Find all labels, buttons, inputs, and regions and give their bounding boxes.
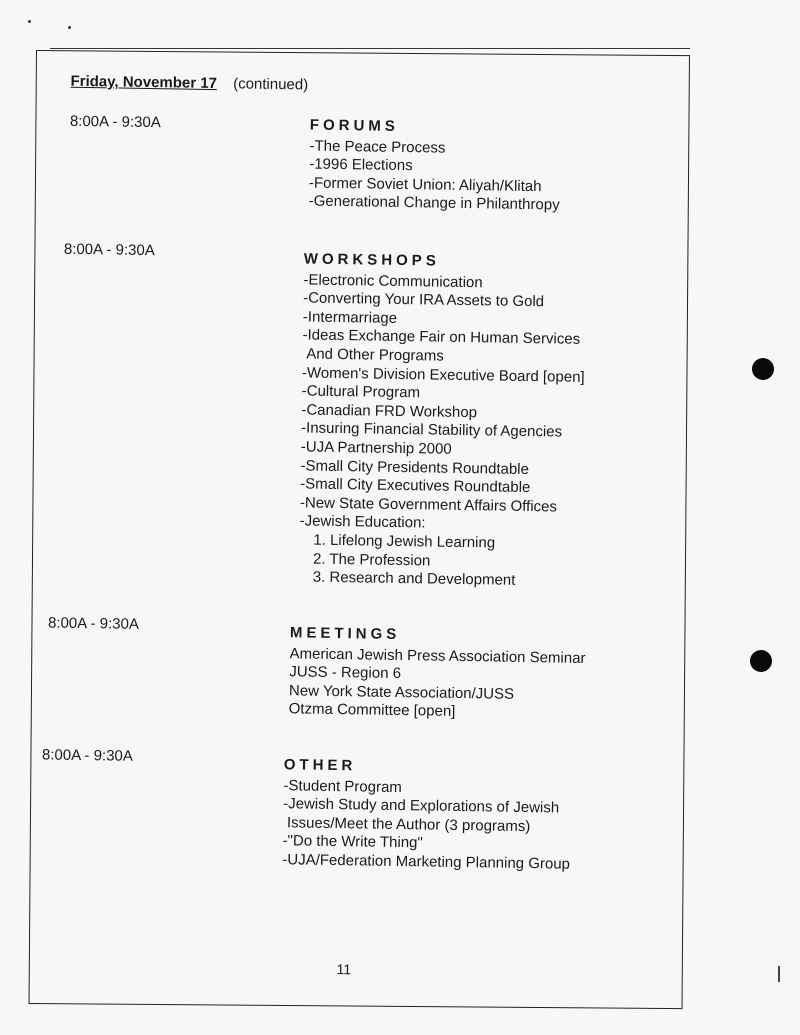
list-item: -1996 Elections [309, 155, 413, 175]
list-item: -Jewish Education: [299, 512, 426, 532]
section-forums [309, 117, 561, 216]
list-item: -The Peace Process [309, 137, 446, 157]
list-item: New York State Association/JUSS [288, 682, 515, 703]
section-other [282, 756, 571, 874]
session-time: 8:00A - 9:30A [69, 112, 161, 132]
list-item: Otzma Committee [open] [288, 700, 456, 721]
list-item: JUSS - Region 6 [289, 663, 402, 683]
heading-continued: (continued) [233, 75, 309, 94]
list-item: -Small City Presidents Roundtable [300, 456, 530, 478]
list-item: 3. Research and Development [312, 568, 516, 589]
section-title: WORKSHOPS [303, 250, 440, 270]
list-item: -"Do the Write Thing" [282, 832, 423, 852]
session-time: 8:00A - 9:30A [63, 240, 155, 260]
list-item: -Women's Division Executive Board [open] [301, 364, 585, 386]
list-item: 1. Lifelong Jewish Learning [313, 531, 496, 552]
section-title: FORUMS [309, 116, 400, 135]
list-item: -UJA Partnership 2000 [300, 438, 452, 458]
list-item: -Canadian FRD Workshop [301, 401, 478, 421]
section-workshops [299, 250, 587, 591]
list-item: -Jewish Study and Explorations of Jewish [283, 795, 560, 817]
list-item: -Former Soviet Union: Aliyah/Klitah [308, 174, 542, 195]
section-meetings [289, 624, 586, 724]
session-time: 8:00A - 9:30A [47, 614, 140, 633]
list-item: And Other Programs [306, 345, 444, 365]
list-item: -New State Government Affairs Offices [299, 494, 558, 516]
section-title: MEETINGS [289, 624, 401, 644]
list-item: -Small City Executives Roundtable [300, 475, 531, 497]
list-item: -Intermarriage [302, 308, 398, 327]
page-number: 11 [336, 961, 352, 978]
session-time: 8:00A - 9:30A [41, 746, 133, 765]
page-heading [70, 73, 308, 94]
section-title: OTHER [283, 756, 357, 775]
list-item: -Electronic Communication [303, 271, 483, 291]
list-item: 2. The Profession [312, 550, 431, 569]
list-item: -Generational Change in Philanthropy [308, 192, 560, 214]
list-item: -Converting Your IRA Assets to Gold [303, 289, 545, 311]
list-item: -Student Program [283, 776, 403, 796]
list-item: -UJA/Federation Marketing Planning Group [282, 851, 571, 873]
list-item: -Cultural Program [301, 382, 421, 402]
list-item: American Jewish Press Association Seminar [289, 644, 586, 667]
heading-day: Friday, November 17 [70, 72, 218, 93]
list-item: Issues/Meet the Author (3 programs) [286, 814, 531, 835]
list-item: -Insuring Financial Stability of Agencies [300, 419, 563, 441]
list-item: -Ideas Exchange Fair on Human Services [302, 326, 581, 349]
